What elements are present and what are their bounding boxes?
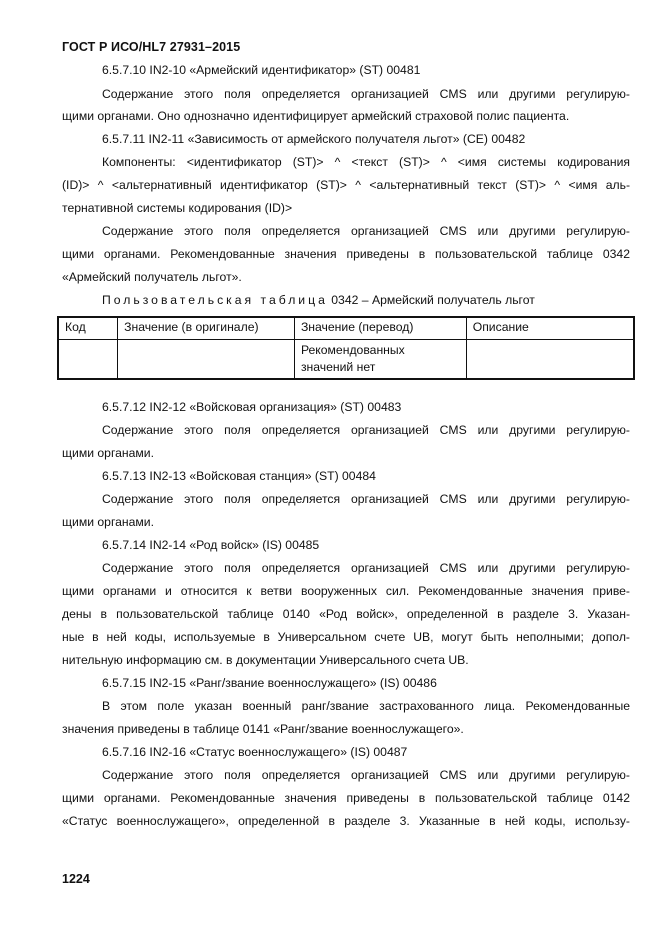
table-cell [58,340,118,380]
table-cell: Рекомендованных значений нет [294,340,466,380]
section-heading-6-5-7-12: 6.5.7.12 IN2-12 «Войсковая организация» (ST) 00483 [102,400,402,414]
document-header: ГОСТ Р ИСО/HL7 27931–2015 [62,40,241,54]
table-header-row [58,317,634,340]
paragraph-line: тернативной системы кодирования (ID)> [62,201,293,215]
paragraph-line: щими органами. Рекомендованные значения приведены в пользовательской таблице 0342 [62,247,630,261]
paragraph-line: Содержание этого поля определяется организацией CMS или другими регулирую- [102,768,630,782]
paragraph-line: Содержание этого поля определяется организацией CMS или другими регулирую- [102,561,630,575]
paragraph-line: Содержание этого поля определяется организацией CMS или другими регулирую- [102,87,630,101]
paragraph-line: щими органами и относится к ветви вооруженных сил. Рекомендованные значения приве- [62,584,630,598]
paragraph-line: нительную информацию см. в документации Универсального счета UB. [62,653,469,667]
table-header-cell: Код [58,317,118,340]
section-heading-6-5-7-10: 6.5.7.10 IN2-10 «Армейский идентификатор» (ST) 00481 [102,63,421,77]
paragraph-line: щими органами. [62,515,155,529]
table-header-cell: Значение (перевод) [294,317,466,340]
paragraph-line: Компоненты: <идентификатор (ST)> ^ <текст (ST)> ^ <имя системы кодирования [102,155,630,169]
section-heading-6-5-7-15: 6.5.7.15 IN2-15 «Ранг/звание военнослужащего» (IS) 00486 [102,676,437,690]
table-row [58,340,634,380]
section-heading-6-5-7-13: 6.5.7.13 IN2-13 «Войсковая станция» (ST) 00484 [102,469,376,483]
paragraph-line: «Армейский получатель льгот». [62,270,242,284]
paragraph-line: Содержание этого поля определяется организацией CMS или другими регулирую- [102,224,630,238]
paragraph-line: «Статус военнослужащего», определенной в разделе 3. Указанные в ней коды, использу- [62,814,630,828]
paragraph-line: Содержание этого поля определяется организацией CMS или другими регулирую- [102,492,630,506]
paragraph-line: ные в ней коды, используемые в Универсальном счете UB, могут быть неполными; допол- [62,630,630,644]
table-caption-title: 0342 – Армейский получатель льгот [331,293,535,307]
table-cell [118,340,295,380]
paragraph-line: щими органами. Оно однозначно идентифицирует армейский страховой полис пациента. [62,109,570,123]
paragraph-line: Содержание этого поля определяется организацией CMS или другими регулирую- [102,423,630,437]
table-header-cell: Значение (в оригинале) [118,317,295,340]
paragraph-line: щими органами. Рекомендованные значения приведены в пользовательской таблице 0142 [62,791,630,805]
table-cell [466,340,634,380]
user-table-0342 [57,316,635,380]
section-heading-6-5-7-16: 6.5.7.16 IN2-16 «Статус военнослужащего» (IS) 00487 [102,745,408,759]
table-caption [102,293,535,307]
section-heading-6-5-7-14: 6.5.7.14 IN2-14 «Род войск» (IS) 00485 [102,538,320,552]
paragraph-line: В этом поле указан военный ранг/звание застрахованного лица. Рекомендованные [102,699,630,713]
paragraph-line: дены в пользовательской таблице 0140 «Род войск», определенной в разделе 3. Указан- [62,607,630,621]
page-number: 1224 [62,872,90,886]
section-heading-6-5-7-11: 6.5.7.11 IN2-11 «Зависимость от армейского получателя льгот» (CE) 00482 [102,132,526,146]
paragraph-line: значения приведены в таблице 0141 «Ранг/звание военнослужащего». [62,722,464,736]
paragraph-line: щими органами. [62,446,155,460]
table-header-cell: Описание [466,317,634,340]
paragraph-line: (ID)> ^ <альтернативный идентификатор (ST)> ^ <альтернативный текст (ST)> ^ <имя аль- [62,178,630,192]
table-caption-label: Пользовательская таблица [102,293,328,307]
